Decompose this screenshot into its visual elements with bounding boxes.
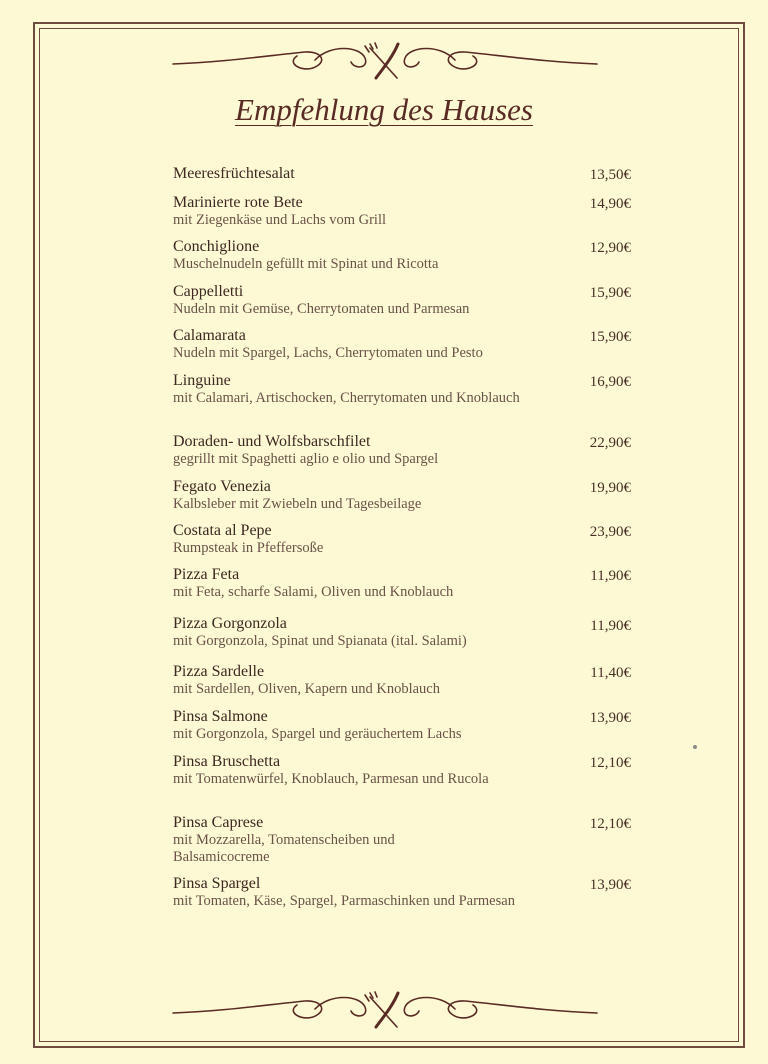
item-price: 13,50€ xyxy=(589,167,631,183)
menu-item xyxy=(173,615,631,650)
item-description: mit Tomatenwürfel, Knoblauch, Parmesan und Rucola xyxy=(173,771,489,787)
item-price: 13,90€ xyxy=(589,710,631,726)
cutlery-ornament-icon xyxy=(165,36,605,86)
item-name: Calamarata xyxy=(173,327,246,344)
item-description: mit Tomaten, Käse, Spargel, Parmaschinken und Parmesan xyxy=(173,893,515,909)
item-description: mit Ziegenkäse und Lachs vom Grill xyxy=(173,212,387,228)
item-description: Nudeln mit Gemüse, Cherrytomaten und Parmesan xyxy=(173,301,470,317)
item-price: 12,10€ xyxy=(589,755,631,771)
item-name: Pinsa Caprese xyxy=(173,814,264,831)
page-title: Empfehlung des Hauses xyxy=(235,92,533,127)
item-name: Pizza Gorgonzola xyxy=(173,615,287,632)
item-price: 15,90€ xyxy=(589,329,631,345)
item-price: 14,90€ xyxy=(589,196,631,212)
item-name: Pinsa Spargel xyxy=(173,875,261,892)
menu-item xyxy=(173,875,631,910)
item-price: 15,90€ xyxy=(589,285,631,301)
menu-item xyxy=(173,327,631,362)
item-name: Pizza Feta xyxy=(173,566,240,583)
item-name: Linguine xyxy=(173,372,231,389)
item-price: 11,90€ xyxy=(590,618,631,634)
item-name: Meeresfrüchtesalat xyxy=(173,165,295,182)
menu-item xyxy=(173,433,631,468)
item-price: 13,90€ xyxy=(589,877,631,893)
menu-item xyxy=(173,478,631,513)
item-description: Kalbsleber mit Zwiebeln und Tagesbeilage xyxy=(173,496,422,512)
item-description: Rumpsteak in Pfeffersoße xyxy=(173,540,324,556)
menu-item xyxy=(173,753,631,788)
item-name: Conchiglione xyxy=(173,238,260,255)
menu-item xyxy=(173,663,631,698)
menu-item xyxy=(173,566,631,601)
item-name: Pinsa Salmone xyxy=(173,708,268,725)
item-description: mit Gorgonzola, Spinat und Spianata (ital. Salami) xyxy=(173,633,467,649)
menu-item xyxy=(173,194,631,229)
menu-item xyxy=(173,283,631,318)
item-description: Nudeln mit Spargel, Lachs, Cherrytomaten und Pesto xyxy=(173,345,483,361)
item-description: mit Mozzarella, Tomatenscheiben und Balsamicocreme xyxy=(173,832,395,865)
item-description: mit Feta, scharfe Salami, Oliven und Knoblauch xyxy=(173,584,454,600)
paper-speck xyxy=(693,745,697,749)
item-description: gegrillt mit Spaghetti aglio e olio und Spargel xyxy=(173,451,439,467)
item-description: Muschelnudeln gefüllt mit Spinat und Ricotta xyxy=(173,256,439,272)
item-price: 16,90€ xyxy=(589,374,631,390)
item-price: 19,90€ xyxy=(589,480,631,496)
item-name: Pizza Sardelle xyxy=(173,663,265,680)
menu-item xyxy=(173,165,631,183)
item-name: Doraden- und Wolfsbarschfilet xyxy=(173,433,371,450)
item-name: Cappelletti xyxy=(173,283,244,300)
item-name: Costata al Pepe xyxy=(173,522,272,539)
menu-item xyxy=(173,372,631,407)
item-price: 11,40€ xyxy=(590,665,631,681)
cutlery-ornament-icon xyxy=(165,985,605,1035)
item-price: 12,90€ xyxy=(589,240,631,256)
menu-item xyxy=(173,522,631,557)
item-name: Pinsa Bruschetta xyxy=(173,753,281,770)
menu-item xyxy=(173,708,631,743)
item-description: mit Gorgonzola, Spargel und geräuchertem Lachs xyxy=(173,726,462,742)
item-description: mit Calamari, Artischocken, Cherrytomaten und Knoblauch xyxy=(173,390,520,406)
item-name: Fegato Venezia xyxy=(173,478,271,495)
item-price: 12,10€ xyxy=(589,816,631,832)
menu-item xyxy=(173,814,631,866)
item-description: mit Sardellen, Oliven, Kapern und Knoblauch xyxy=(173,681,440,697)
item-name: Marinierte rote Bete xyxy=(173,194,303,211)
item-price: 23,90€ xyxy=(589,524,631,540)
item-price: 11,90€ xyxy=(590,568,631,584)
item-price: 22,90€ xyxy=(589,435,631,451)
menu-item xyxy=(173,238,631,273)
